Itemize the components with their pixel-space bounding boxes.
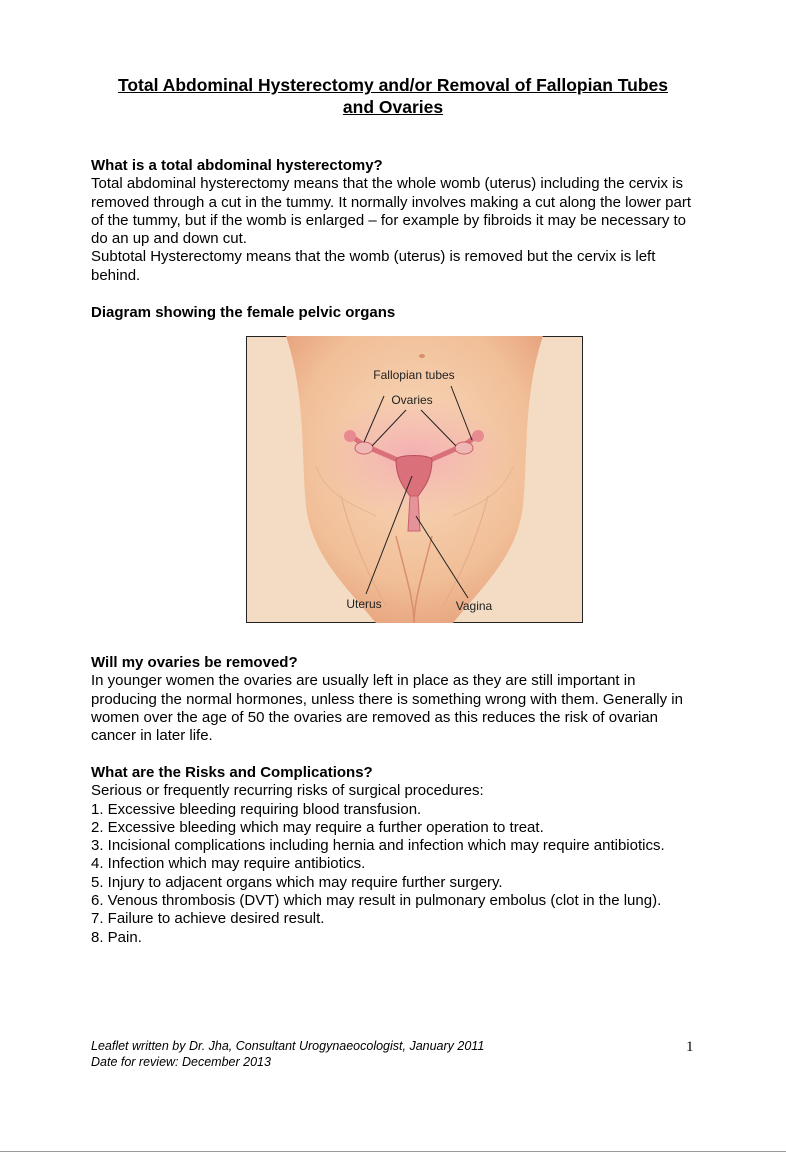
paragraph: Subtotal Hysterectomy means that the womb (uterus) is removed but the cervix is left behind. xyxy=(91,248,656,284)
section-risks xyxy=(91,764,703,947)
left-ovary xyxy=(355,442,373,454)
section-what-is xyxy=(91,157,703,285)
footer-author: Leaflet written by Dr. Jha, Consultant Urogynaeocologist, January 2011 xyxy=(91,1039,485,1053)
footer xyxy=(91,1039,484,1070)
list-item: 5. Injury to adjacent organs which may require further surgery. xyxy=(91,873,503,891)
list-item: 4. Infection which may require antibiotics. xyxy=(91,855,366,873)
list-item: 6. Venous thrombosis (DVT) which may result in pulmonary embolus (clot in the lung). xyxy=(91,892,662,910)
title-line-2: and Ovaries xyxy=(342,97,444,117)
list-item: 8. Pain. xyxy=(91,928,142,946)
pelvic-organs-illustration xyxy=(246,336,583,623)
label-fallopian-tubes: Fallopian tubes xyxy=(373,368,455,382)
document-title xyxy=(60,74,726,118)
page-number: 1 xyxy=(686,1039,694,1055)
label-ovaries: Ovaries xyxy=(391,393,433,407)
paragraph: Total abdominal hysterectomy means that the whole womb (uterus) including the cervix is removed through a cut in the tummy. It normally involves making a cut along the lower part of the tummy, but if the womb is enlarged – for example by fibroids it may be necessary to do an up and down cut. xyxy=(91,175,692,248)
page-bottom-divider xyxy=(0,1151,786,1152)
vagina-organ xyxy=(408,496,420,531)
label-vagina: Vagina xyxy=(455,599,493,613)
list-item: 1. Excessive bleeding requiring blood transfusion. xyxy=(91,800,422,818)
diagram-caption xyxy=(91,304,703,322)
label-uterus: Uterus xyxy=(346,597,382,611)
section-ovaries xyxy=(91,654,703,745)
right-ovary xyxy=(455,442,473,454)
list-item: 3. Incisional complications including hernia and infection which may require antibiotics. xyxy=(91,837,665,855)
list-item: 7. Failure to achieve desired result. xyxy=(91,910,325,928)
section-heading: What is a total abdominal hysterectomy? xyxy=(91,157,383,174)
title-line-1: Total Abdominal Hysterectomy and/or Removal of Fallopian Tubes xyxy=(117,75,669,95)
paragraph: Serious or frequently recurring risks of surgical procedures: xyxy=(91,782,484,800)
paragraph: In younger women the ovaries are usually left in place as they are still important in producing the normal hormones, unless there is something wrong with them. Generally in women over the age of 50 the ovaries are removed as this reduces the risk of ovarian cancer in later life. xyxy=(91,672,683,745)
section-heading: What are the Risks and Complications? xyxy=(91,764,373,781)
footer-review-date: Date for review: December 2013 xyxy=(91,1054,271,1069)
pelvic-organs-diagram xyxy=(246,336,583,623)
section-heading: Diagram showing the female pelvic organs xyxy=(91,304,396,321)
section-heading: Will my ovaries be removed? xyxy=(91,654,298,671)
list-item: 2. Excessive bleeding which may require a further operation to treat. xyxy=(91,818,544,836)
